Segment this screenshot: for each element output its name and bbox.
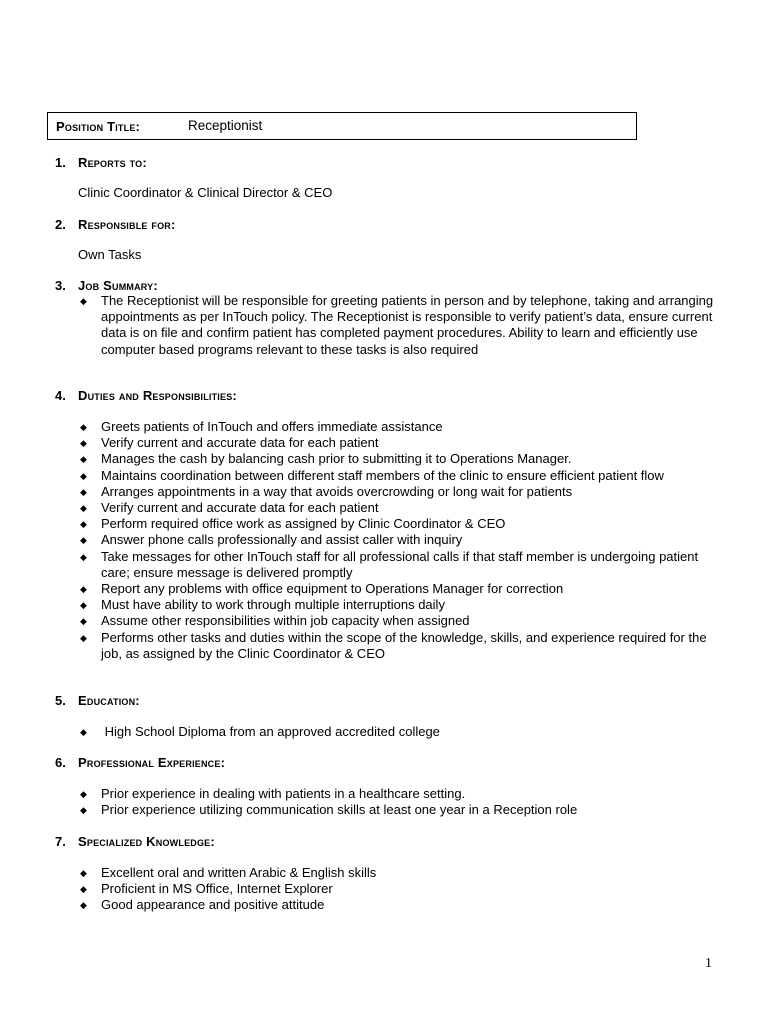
knowledge-list — [78, 865, 718, 914]
diamond-bullet-icon: ◆ — [80, 503, 87, 514]
section-number: 3. — [55, 278, 66, 293]
diamond-bullet-icon: ◆ — [80, 535, 87, 546]
diamond-bullet-icon: ◆ — [80, 616, 87, 627]
diamond-bullet-icon: ◆ — [80, 438, 87, 449]
list-item: ◆ Excellent oral and written Arabic & English skills — [80, 865, 377, 880]
section-number: 6. — [55, 755, 66, 770]
section-number: 2. — [55, 217, 66, 232]
section-number: 5. — [55, 693, 66, 708]
list-item: ◆ Verify current and accurate data for each patient — [80, 500, 379, 516]
diamond-bullet-icon: ◆ — [80, 805, 87, 816]
diamond-bullet-icon: ◆ — [80, 454, 87, 465]
list-item: ◆ Verify current and accurate data for each patient — [80, 435, 379, 451]
list-item: ◆ Take messages for other InTouch staff for all professional calls if that staff member is undergoing patient care; ensure message is delivered promptly — [80, 548, 699, 580]
position-title-value: Receptionist — [188, 118, 263, 133]
section-title: Specialized Knowledge: — [78, 834, 215, 849]
list-item: ◆ Proficient in MS Office, Internet Explorer — [80, 881, 333, 897]
list-item: ◆ Performs other tasks and duties within the scope of the knowledge, skills, and experience required for the job, as assigned by the Clinic Coordinator & CEO — [80, 629, 707, 661]
section-title: Professional Experience: — [78, 755, 226, 770]
diamond-bullet-icon: ◆ — [80, 727, 87, 737]
diamond-bullet-icon: ◆ — [80, 632, 87, 643]
list-item: ◆ Must have ability to work through multiple interruptions daily — [80, 597, 445, 613]
section-job-summary — [55, 278, 735, 357]
section-text: Own Tasks — [78, 247, 142, 262]
diamond-bullet-icon: ◆ — [80, 470, 87, 481]
list-item: ◆ Report any problems with office equipment to Operations Manager for correction — [80, 581, 564, 597]
section-professional-experience — [55, 755, 735, 818]
section-title: Responsible for: — [78, 217, 176, 232]
list-item: ◆ Perform required office work as assigned by Clinic Coordinator & CEO — [80, 516, 506, 532]
diamond-bullet-icon: ◆ — [80, 900, 87, 911]
list-item: ◆ Good appearance and positive attitude — [80, 897, 325, 913]
section-text: Clinic Coordinator & Clinical Director & CEO — [78, 185, 333, 200]
diamond-bullet-icon: ◆ — [80, 884, 87, 895]
section-number: 1. — [55, 155, 66, 170]
section-title: Job Summary: — [78, 278, 158, 293]
diamond-bullet-icon: ◆ — [80, 422, 87, 432]
list-item: ◆ The Receptionist will be responsible for greeting patients in person and by telephone, taking and arranging appointments as per InTouch policy. The Receptionist is responsible to verify patient’s data, ensure current data is on file and confirm patient has completed payment procedures. Ability to learn and efficiently use computer based programs relevant to these tasks is also required — [80, 293, 714, 357]
position-title-label: Position Title: — [56, 119, 141, 134]
section-title: Education: — [78, 693, 140, 708]
list-item: ◆ Assume other responsibilities within job capacity when assigned — [80, 613, 470, 629]
page-number: 1 — [705, 956, 712, 971]
diamond-bullet-icon: ◆ — [80, 296, 87, 306]
list-item: ◆ Maintains coordination between different staff members of the clinic to ensure efficient patient flow — [80, 467, 664, 483]
diamond-bullet-icon: ◆ — [80, 868, 87, 878]
section-number: 7. — [55, 834, 66, 849]
section-education — [55, 693, 735, 739]
list-item: ◆ Answer phone calls professionally and assist caller with inquiry — [80, 532, 463, 548]
diamond-bullet-icon: ◆ — [80, 486, 87, 497]
diamond-bullet-icon: ◆ — [80, 519, 87, 530]
education-list — [78, 724, 718, 740]
list-item: ◆ Prior experience utilizing communication skills at least one year in a Reception role — [80, 802, 578, 818]
section-title: Duties and Responsibilities: — [78, 388, 237, 403]
section-specialized-knowledge — [55, 834, 735, 913]
section-duties — [55, 388, 735, 661]
diamond-bullet-icon: ◆ — [80, 789, 87, 799]
diamond-bullet-icon: ◆ — [80, 551, 87, 562]
list-item: ◆ Arranges appointments in a way that avoids overcrowding or long wait for patients — [80, 483, 573, 499]
section-title: Reports to: — [78, 155, 147, 170]
list-item: ◆ Greets patients of InTouch and offers immediate assistance — [80, 419, 443, 434]
list-item: ◆ High School Diploma from an approved accredited college — [80, 724, 440, 739]
experience-list — [78, 786, 718, 818]
list-item: ◆ Manages the cash by balancing cash prior to submitting it to Operations Manager. — [80, 451, 572, 467]
list-item: ◆ Prior experience in dealing with patients in a healthcare setting. — [80, 786, 466, 801]
section-number: 4. — [55, 388, 66, 403]
job-summary-list — [78, 293, 718, 358]
diamond-bullet-icon: ◆ — [80, 600, 87, 611]
section-reports-to — [55, 155, 735, 200]
position-title-box — [47, 112, 637, 140]
duties-list — [78, 419, 718, 662]
section-responsible-for — [55, 217, 735, 262]
diamond-bullet-icon: ◆ — [80, 584, 87, 595]
